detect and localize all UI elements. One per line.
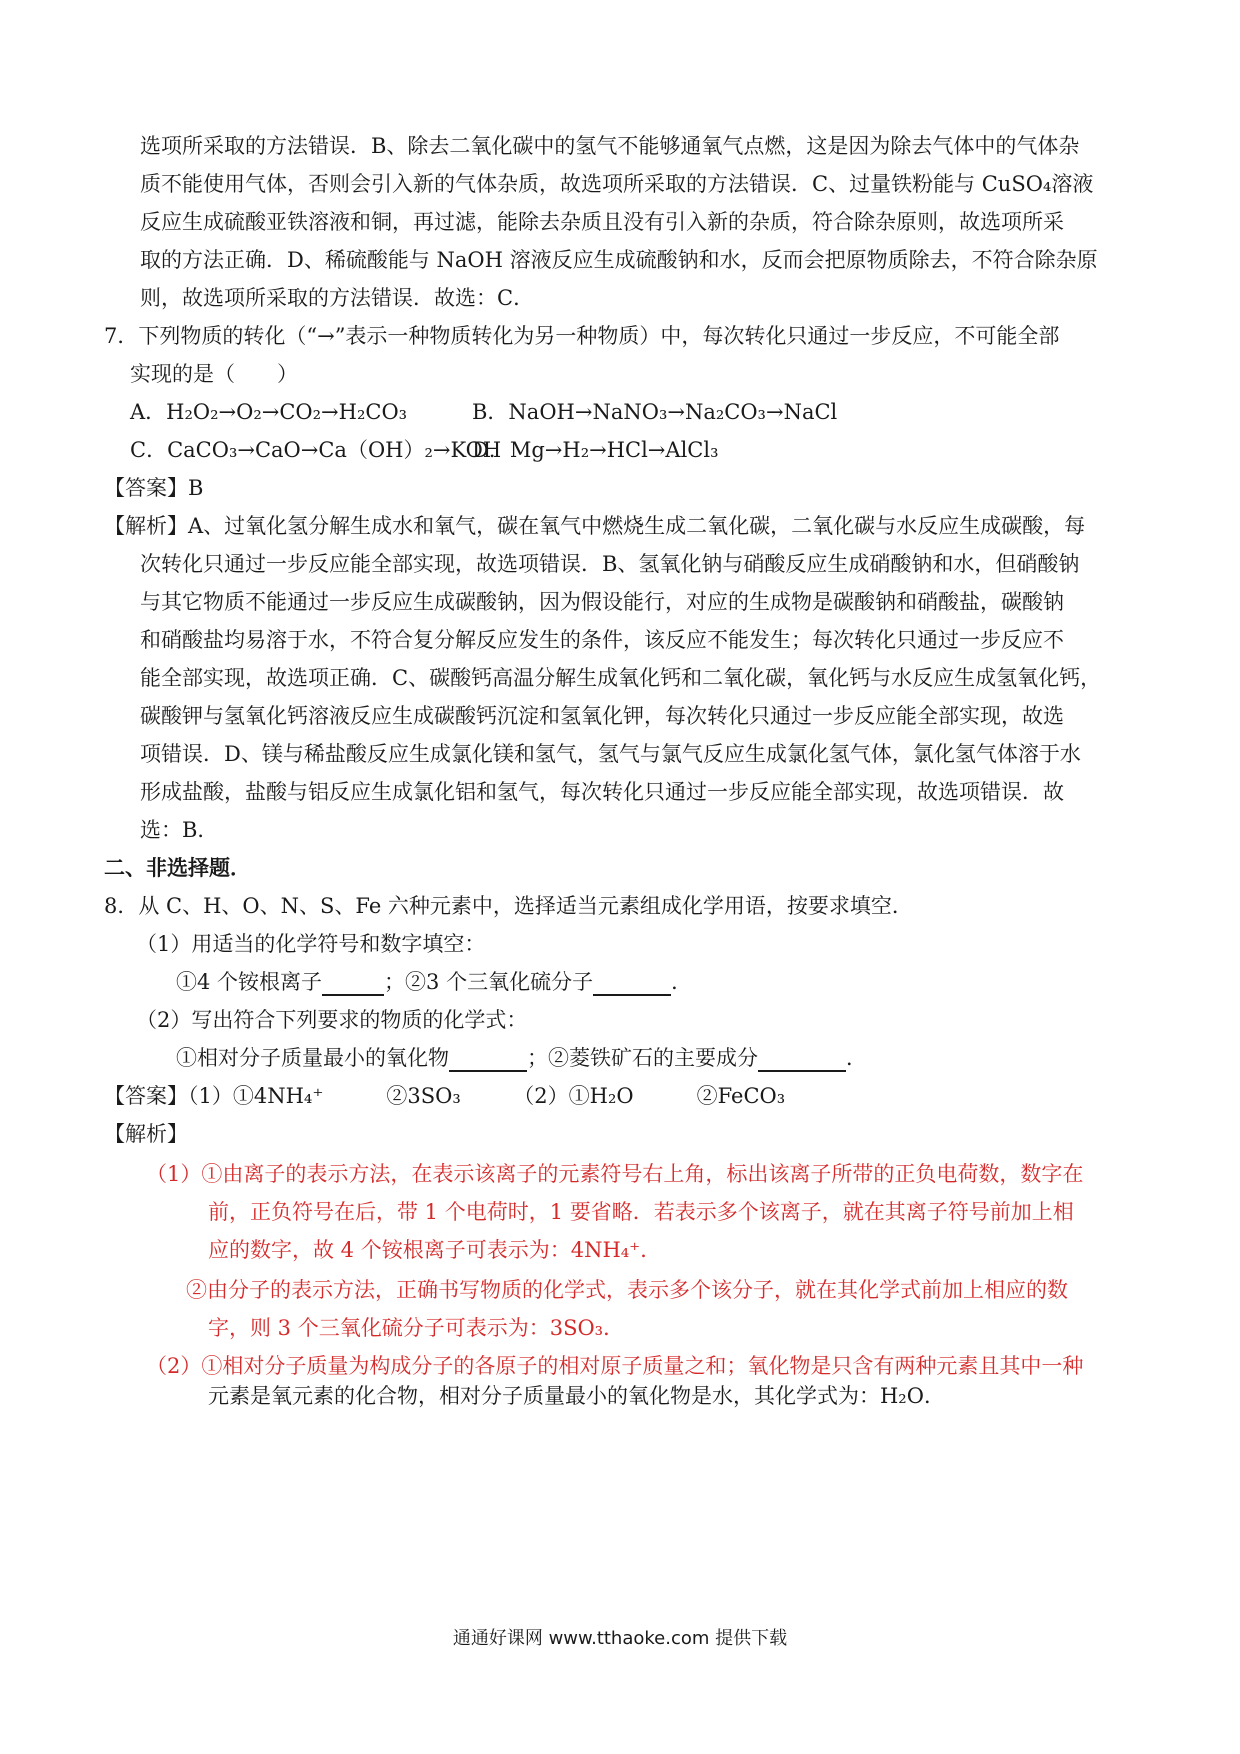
red-explanation-line: （1）①由离子的表示方法，在表示该离子的元素符号右上角，标出该离子所带的正负电荷数，数字在 [146, 1162, 1084, 1186]
red-explanation-line: 字，则 3 个三氧化硫分子可表示为：3SO₃． [208, 1316, 625, 1340]
answer-label: 【答案】（1）①4NH₄⁺ ②3SO₃ （2）①H₂O ②FeCO₃ [104, 1084, 786, 1108]
analysis-line: 与其它物质不能通过一步反应生成碳酸钠，因为假设能行，对应的生成物是碳酸钠和硝酸盐，碳酸钠 [140, 590, 1064, 614]
answer-blank[interactable] [758, 1048, 846, 1072]
explanation-line: 选项所采取的方法错误．B、除去二氧化碳中的氢气不能够通氧气点燃，这是因为除去气体中的气体杂 [140, 134, 1080, 158]
analysis-line: 碳酸钾与氢氧化钙溶液反应生成碳酸钙沉淀和氢氧化钾，每次转化只通过一步反应能全部实现，故选 [140, 704, 1064, 728]
analysis-line: 【解析】A、过氧化氢分解生成水和氧气，碳在氧气中燃烧生成二氧化碳，二氧化碳与水反应生成碳酸，每 [104, 514, 1086, 538]
prompt-text: ；②3 个三氧化硫分子 [384, 970, 594, 994]
page-footer: 通通好课网 www.tthaoke.com 提供下载 [452, 1628, 788, 1649]
option-a: A．H₂O₂→O₂→CO₂→H₂CO₃ [130, 400, 408, 424]
option-d: D．Mg→H₂→HCl→AlCl₃ [472, 438, 719, 462]
explanation-line: 取的方法正确．D、稀硫酸能与 NaOH 溶液反应生成硫酸钠和水，反而会把原物质除去，不符合除杂原 [140, 248, 1098, 272]
analysis-line: 形成盐酸，盐酸与铝反应生成氯化铝和氢气，每次转化只通过一步反应能全部实现，故选项错误．故 [140, 780, 1064, 804]
analysis-line: 项错误．D、镁与稀盐酸反应生成氯化镁和氢气，氢气与氯气反应生成氯化氢气体，氯化氢气体溶于水 [140, 742, 1081, 766]
red-explanation-line: 应的数字，故 4 个铵根离子可表示为：4NH₄⁺． [208, 1238, 662, 1262]
answer-label: 【答案】B [104, 476, 204, 500]
answer-blank[interactable] [449, 1048, 527, 1072]
red-explanation-line: 前，正负符号在后，带 1 个电荷时，1 要省略．若表示多个该离子，就在其离子符号前加上相 [208, 1200, 1074, 1224]
question-7-stem-cont: 实现的是（ ） [130, 362, 298, 386]
part-1-title: （1）用适当的化学符号和数字填空： [136, 932, 486, 956]
part-1-prompts [176, 968, 692, 996]
explanation-line: 则，故选项所采取的方法错误．故选：C． [140, 286, 535, 310]
answer-blank[interactable] [593, 972, 671, 996]
analysis-label: 【解析】 [104, 1122, 188, 1146]
explanation-line: 质不能使用气体，否则会引入新的气体杂质，故选项所采取的方法错误．C、过量铁粉能与 CuSO₄溶液 [140, 172, 1094, 196]
option-b: B．NaOH→NaNO₃→Na₂CO₃→NaCl [472, 400, 838, 424]
analysis-line: 次转化只通过一步反应能全部实现，故选项错误．B、氢氧化钠与硝酸反应生成硝酸钠和水，但硝酸钠 [140, 552, 1080, 576]
analysis-line: 和硝酸盐均易溶于水，不符合复分解反应发生的条件，该反应不能发生；每次转化只通过一步反应不 [140, 628, 1064, 652]
prompt-text: ． [846, 1046, 867, 1070]
question-8-stem: 8．从 C、H、O、N、S、Fe 六种元素中，选择适当元素组成化学用语，按要求填空． [104, 894, 913, 918]
prompt-text: ①相对分子质量最小的氧化物 [176, 1046, 449, 1070]
part-2-title: （2）写出符合下列要求的物质的化学式： [136, 1008, 528, 1032]
prompt-text: ；②菱铁矿石的主要成分 [527, 1046, 758, 1070]
prompt-text: ． [671, 970, 693, 994]
option-c: C．CaCO₃→CaO→Ca（OH）₂→KOH [130, 438, 502, 462]
section-heading: 二、非选择题． [104, 855, 251, 880]
analysis-line: 选：B． [140, 818, 219, 842]
red-explanation-line: ②由分子的表示方法，正确书写物质的化学式，表示多个该分子，就在其化学式前加上相应的数 [186, 1278, 1068, 1302]
analysis-line: 能全部实现，故选项正确．C、碳酸钙高温分解生成氧化钙和二氧化碳，氧化钙与水反应生成氢氧化钙， [140, 666, 1102, 690]
analysis-line: 元素是氧元素的化合物，相对分子质量最小的氧化物是水，其化学式为：H₂O． [208, 1384, 945, 1408]
red-explanation-line: （2）①相对分子质量为构成分子的各原子的相对原子质量之和；氧化物是只含有两种元素且其中一种 [146, 1354, 1084, 1378]
explanation-line: 反应生成硫酸亚铁溶液和铜，再过滤，能除去杂质且没有引入新的杂质，符合除杂原则，故选项所采 [140, 210, 1064, 234]
prompt-text: ①4 个铵根离子 [176, 970, 323, 994]
question-7-stem: 7．下列物质的转化（“→”表示一种物质转化为另一种物质）中，每次转化只通过一步反应，不可能全部 [104, 324, 1060, 348]
answer-blank[interactable] [322, 972, 384, 996]
part-2-prompts [176, 1044, 867, 1072]
